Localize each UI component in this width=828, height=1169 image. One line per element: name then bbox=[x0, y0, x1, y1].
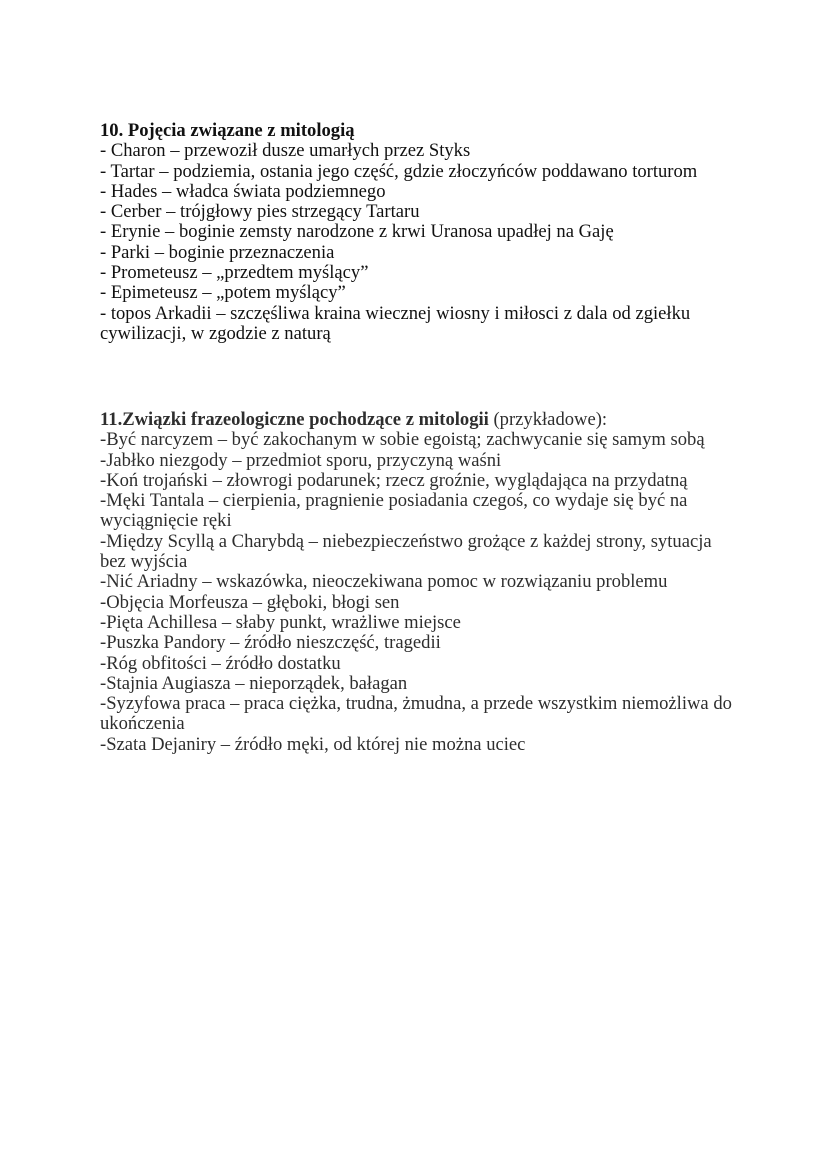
list-item: -Między Scyllą a Charybdą – niebezpieczeństwo grożące z każdej strony, sytuacja bez wyjścia bbox=[100, 530, 712, 573]
list-item: -Syzyfowa praca – praca ciężka, trudna, żmudna, a przede wszystkim niemożliwa do ukończenia bbox=[100, 693, 732, 735]
section-mythology-concepts bbox=[100, 121, 740, 344]
section-heading: 10. Pojęcia związane z mitologią bbox=[100, 120, 355, 141]
list-item: -Koń trojański – złowrogi podarunek; rzecz groźnie, wyglądająca na przydatną bbox=[100, 469, 688, 491]
list-item: - Cerber – trójgłowy pies strzegący Tartaru bbox=[100, 201, 420, 223]
list-item: -Pięta Achillesa – słaby punkt, wrażliwe miejsce bbox=[100, 611, 461, 633]
list-item: -Szata Dejaniry – źródło męki, od której nie można uciec bbox=[100, 733, 526, 755]
list-item: - topos Arkadii – szczęśliwa kraina wiecznej wiosny i miłosci z dala od zgiełku cywilizacji, w zgodzie z naturą bbox=[100, 302, 691, 344]
list-item: - Parki – boginie przeznaczenia bbox=[100, 241, 335, 263]
list-item: - Charon – przewoził dusze umarłych przez Styks bbox=[100, 140, 471, 162]
list-item: -Być narcyzem – być zakochanym w sobie egoistą; zachwycanie się samym sobą bbox=[100, 429, 705, 451]
section-heading bbox=[100, 410, 740, 430]
list-item: - Prometeusz – „przedtem myślący” bbox=[100, 262, 369, 284]
list-item: -Róg obfitości – źródło dostatku bbox=[100, 652, 341, 674]
section-heading-bold: 11.Związki frazeologiczne pochodzące z mitologii bbox=[100, 409, 489, 430]
list-item: -Puszka Pandory – źródło nieszczęść, tragedii bbox=[100, 632, 441, 654]
section-heading-note: (przykładowe): bbox=[488, 409, 608, 430]
list-item: -Jabłko niezgody – przedmiot sporu, przyczyną waśni bbox=[100, 449, 502, 471]
section-phraseology bbox=[100, 410, 740, 755]
list-item: -Stajnia Augiasza – nieporządek, bałagan bbox=[100, 672, 408, 694]
list-item: -Objęcia Morfeusza – głęboki, błogi sen bbox=[100, 591, 400, 613]
list-item: - Erynie – boginie zemsty narodzone z krwi Uranosa upadłej na Gaję bbox=[100, 221, 614, 243]
list-item: -Męki Tantala – cierpienia, pragnienie posiadania czegoś, co wydaje się być na wyciągnięcie ręki bbox=[100, 490, 688, 532]
list-item: - Tartar – podziemia, ostania jego część, gdzie złoczyńców poddawano torturom bbox=[100, 160, 698, 182]
list-item: - Hades – władca świata podziemnego bbox=[100, 180, 386, 202]
list-item: -Nić Ariadny – wskazówka, nieoczekiwana pomoc w rozwiązaniu problemu bbox=[100, 571, 668, 593]
list-item: - Epimeteusz – „potem myślący” bbox=[100, 282, 346, 304]
